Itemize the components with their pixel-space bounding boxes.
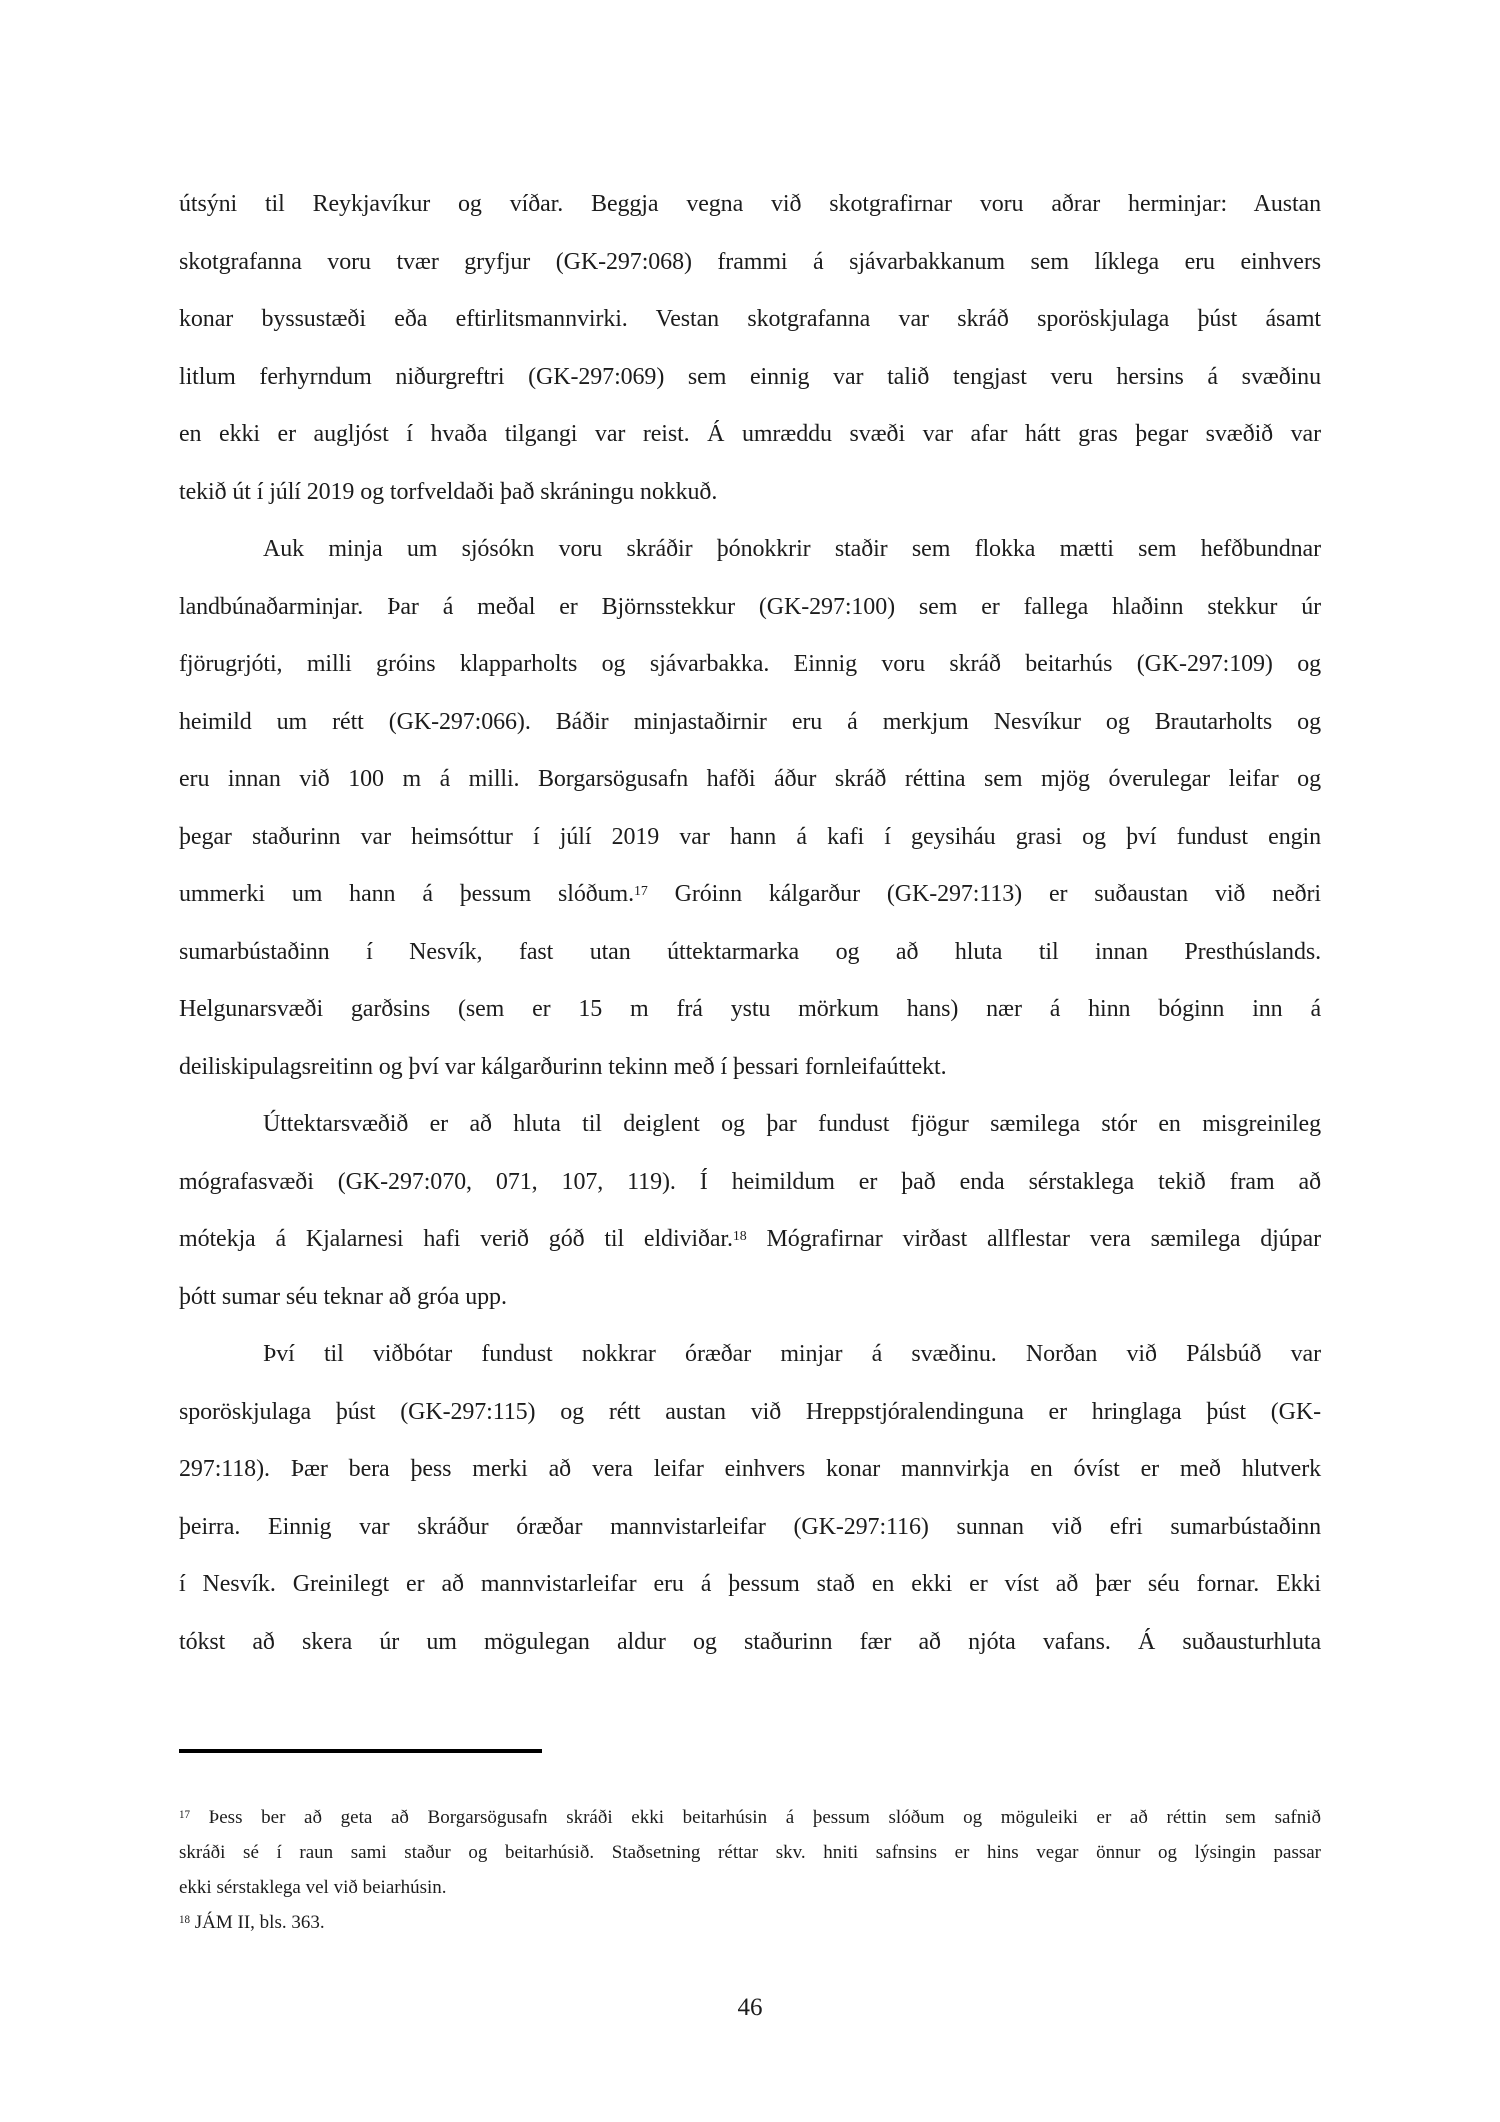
text-segment: Úttektarsvæðið er að hluta til deiglent og þar fundust fjögur sæmilega stór en misgreinileg — [263, 1111, 1321, 1137]
text-segment: JÁM II, bls. 363. — [190, 1912, 325, 1933]
text-line — [179, 1039, 1321, 1097]
text-line — [179, 176, 1321, 234]
text-segment: þeirra. Einnig var skráður óræðar mannvistarleifar (GK-297:116) sunnan við efri sumarbústaðinn — [179, 1513, 1321, 1540]
text-line — [179, 1441, 1321, 1499]
text-segment: litlum ferhyrndum niðurgreftri (GK-297:069) sem einnig var talið tengjast veru hersins á svæðinu — [179, 363, 1321, 390]
text-line — [179, 291, 1321, 349]
text-line — [179, 694, 1321, 752]
text-segment: skráði sé í raun sami staður og beitarhúsið. Staðsetning réttar skv. hniti safnsins er hins vegar önnur og lýsingin passar — [179, 1842, 1321, 1863]
text-segment: mógrafasvæði (GK-297:070, 071, 107, 119). Í heimildum er það enda sérstaklega tekið fram að — [179, 1168, 1321, 1195]
text-line — [179, 981, 1321, 1039]
text-segment: landbúnaðarminjar. Þar á meðal er Björnsstekkur (GK-297:100) sem er fallega hlaðinn stekkur úr — [179, 593, 1321, 620]
text-segment: ekki sérstaklega vel við beiarhúsin. — [179, 1877, 447, 1898]
footnote-line — [179, 1905, 1321, 1940]
text-segment: ummerki um hann á þessum slóðum. — [179, 881, 635, 907]
text-line — [179, 464, 1321, 522]
text-line — [179, 1384, 1321, 1442]
text-line — [179, 1326, 1321, 1384]
text-line — [179, 924, 1321, 982]
paragraph — [179, 1096, 1321, 1326]
footnote-item — [179, 1800, 1321, 1905]
text-segment: Auk minja um sjósókn voru skráðir þónokkrir staðir sem flokka mætti sem hefðbundnar — [263, 536, 1321, 562]
text-segment: heimild um rétt (GK-297:066). Báðir minjastaðirnir eru á merkjum Nesvíkur og Brautarholts og — [179, 708, 1321, 735]
text-line — [179, 234, 1321, 292]
text-line — [179, 1211, 1321, 1269]
footnotes-block — [179, 1800, 1321, 1940]
text-segment: Gróinn kálgarður (GK-297:113) er suðaustan við neðri — [647, 881, 1321, 907]
text-line — [179, 1269, 1321, 1327]
text-segment: Þess ber að geta að Borgarsögusafn skráði ekki beitarhúsin á þessum slóðum og möguleiki er að réttin sem safnið — [190, 1807, 1321, 1828]
text-segment: þótt sumar séu teknar að gróa upp. — [179, 1283, 507, 1310]
text-segment: skotgrafanna voru tvær gryfjur (GK-297:068) frammi á sjávarbakkanum sem líklega eru einhvers — [179, 248, 1321, 275]
text-segment: í Nesvík. Greinilegt er að mannvistarleifar eru á þessum stað en ekki er víst að þær séu fornar. Ekki — [179, 1571, 1321, 1597]
text-segment: Því til viðbótar fundust nokkrar óræðar minjar á svæðinu. Norðan við Pálsbúð var — [263, 1341, 1321, 1367]
text-line — [179, 1556, 1321, 1614]
paragraph — [179, 1326, 1321, 1671]
footnote-item — [179, 1905, 1321, 1940]
text-segment: mótekja á Kjalarnesi hafi verið góð til eldiviðar. — [179, 1226, 733, 1252]
text-line — [179, 349, 1321, 407]
paragraph — [179, 176, 1321, 521]
text-segment: eru innan við 100 m á milli. Borgarsögusafn hafði áður skráð réttina sem mjög óverulegar leifar og — [179, 766, 1321, 792]
text-line — [179, 1096, 1321, 1154]
footnote-ref-superscript: 18 — [732, 1228, 747, 1244]
text-line — [179, 579, 1321, 637]
text-line — [179, 1499, 1321, 1557]
text-line — [179, 521, 1321, 579]
text-line — [179, 636, 1321, 694]
footnote-ref-superscript: 18 — [179, 1914, 191, 1927]
text-segment: Helgunarsvæði garðsins (sem er 15 m frá ystu mörkum hans) nær á hinn bóginn inn á — [179, 996, 1321, 1022]
text-segment: en ekki er augljóst í hvaða tilgangi var reist. Á umræddu svæði var afar hátt gras þegar svæðið var — [179, 421, 1321, 447]
text-segment: fjörugrjóti, milli gróins klapparholts og sjávarbakka. Einnig voru skráð beitarhús (GK-297:109) og — [179, 651, 1321, 677]
footnote-ref-superscript: 17 — [634, 883, 648, 899]
text-line — [179, 751, 1321, 809]
footnote-line — [179, 1835, 1321, 1870]
text-segment: þegar staðurinn var heimsóttur í júlí 2019 var hann á kafi í geysiháu grasi og því fundust engin — [179, 823, 1321, 850]
text-line — [179, 1154, 1321, 1212]
page-number: 46 — [737, 1994, 763, 2021]
text-segment: tókst að skera úr um mögulegan aldur og staðurinn fær að njóta vafans. Á suðausturhluta — [179, 1628, 1321, 1655]
text-segment: útsýni til Reykjavíkur og víðar. Beggja vegna við skotgrafirnar voru aðrar herminjar: Austan — [179, 191, 1321, 217]
footnote-separator-rule — [179, 1749, 542, 1753]
text-segment: Mógrafirnar virðast allflestar vera sæmilega djúpar — [746, 1226, 1321, 1252]
footnote-line — [179, 1800, 1321, 1835]
footnote-line — [179, 1870, 1321, 1905]
paragraph — [179, 521, 1321, 1096]
body-text-block — [179, 176, 1321, 1671]
text-segment: tekið út í júlí 2019 og torfveldaði það skráningu nokkuð. — [179, 478, 718, 505]
text-segment: 297:118). Þær bera þess merki að vera leifar einhvers konar mannvirkja en óvíst er með hlutverk — [179, 1456, 1321, 1482]
text-segment: sumarbústaðinn í Nesvík, fast utan úttektarmarka og að hluta til innan Presthúslands. — [179, 938, 1321, 965]
text-segment: konar byssustæði eða eftirlitsmannvirki. Vestan skotgrafanna var skráð sporöskjulaga þúst ásamt — [179, 306, 1321, 332]
text-segment: sporöskjulaga þúst (GK-297:115) og rétt austan við Hreppstjóralendinguna er hringlaga þúst (GK- — [179, 1398, 1321, 1425]
text-segment: deiliskipulagsreitinn og því var kálgarðurinn tekinn með í þessari fornleifaúttekt. — [179, 1053, 947, 1080]
text-line — [179, 406, 1321, 464]
text-line — [179, 809, 1321, 867]
text-line — [179, 866, 1321, 924]
text-line — [179, 1614, 1321, 1672]
footnote-ref-superscript: 17 — [179, 1809, 191, 1822]
